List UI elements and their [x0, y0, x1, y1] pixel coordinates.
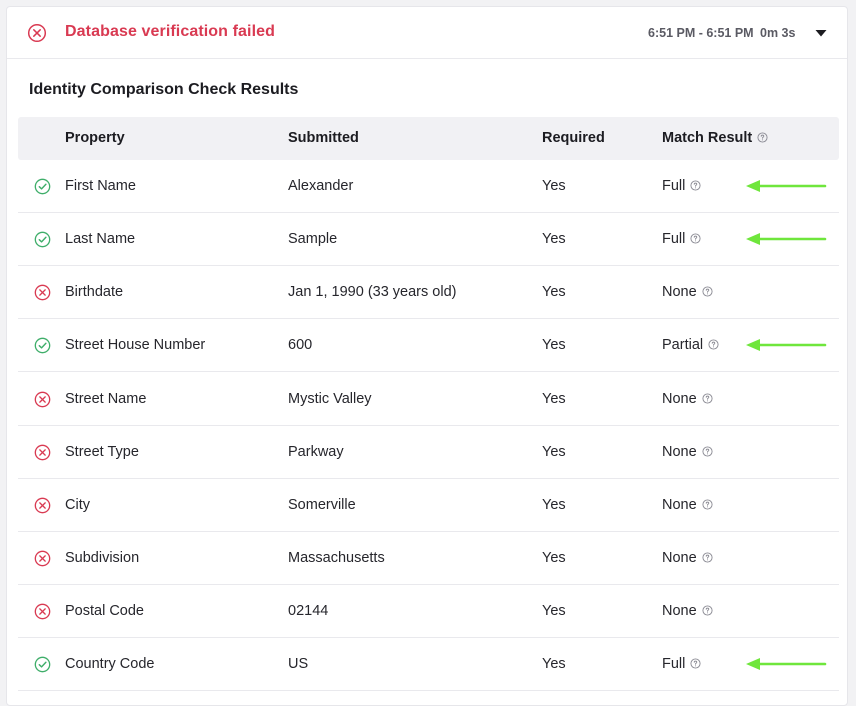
help-icon[interactable] [702, 605, 713, 616]
required-cell: Yes [542, 656, 566, 672]
required-cell: Yes [542, 497, 566, 513]
check-circle-icon [34, 231, 51, 248]
annotation-arrow-icon [745, 232, 827, 246]
duration: 0m 3s [760, 26, 796, 40]
check-circle-icon [34, 178, 51, 195]
column-header-submitted: Submitted [288, 130, 359, 146]
match-result-cell [662, 391, 713, 407]
match-result-value: None [662, 444, 697, 460]
property-cell: Subdivision [65, 550, 140, 566]
help-icon[interactable] [708, 339, 719, 350]
help-icon[interactable] [690, 180, 701, 191]
submitted-cell: Sample [288, 231, 338, 247]
match-result-value: None [662, 550, 697, 566]
time-range: 6:51 PM - 6:51 PM [648, 26, 754, 40]
table-row [18, 373, 839, 426]
submitted-cell: 02144 [288, 603, 329, 619]
check-circle-icon [34, 337, 51, 354]
match-result-value: Full [662, 656, 686, 672]
x-circle-icon [34, 603, 51, 620]
submitted-cell: Jan 1, 1990 (33 years old) [288, 284, 457, 300]
annotation-arrow-icon [745, 338, 827, 352]
match-result-cell [662, 497, 713, 513]
column-header-match-result-label: Match Result [662, 130, 753, 146]
help-icon[interactable] [702, 552, 713, 563]
required-cell: Yes [542, 231, 566, 247]
match-result-cell [662, 284, 713, 300]
submitted-cell: Alexander [288, 178, 354, 194]
help-icon[interactable] [702, 446, 713, 457]
column-header-property: Property [65, 130, 125, 146]
x-circle-icon [34, 444, 51, 461]
property-cell: Birthdate [65, 284, 124, 300]
help-icon[interactable] [702, 286, 713, 297]
caret-down-icon[interactable] [813, 27, 829, 39]
property-cell: Postal Code [65, 603, 144, 619]
x-circle-icon [34, 497, 51, 514]
property-cell: Street House Number [65, 337, 206, 353]
help-icon[interactable] [690, 233, 701, 244]
verification-status-title: Database verification failed [65, 23, 275, 40]
property-cell: Street Name [65, 391, 147, 407]
property-cell: Street Type [65, 444, 139, 460]
match-result-cell [662, 337, 719, 353]
x-circle-icon [34, 284, 51, 301]
match-result-value: None [662, 284, 697, 300]
match-result-value: None [662, 497, 697, 513]
x-circle-icon [34, 550, 51, 567]
x-circle-icon [34, 391, 51, 408]
table-row [18, 160, 839, 213]
help-icon[interactable] [702, 499, 713, 510]
help-icon[interactable] [690, 658, 701, 669]
annotation-arrow-icon [745, 179, 827, 193]
check-circle-icon [34, 656, 51, 673]
help-icon[interactable] [702, 393, 713, 404]
table-row [18, 266, 839, 319]
required-cell: Yes [542, 444, 566, 460]
required-cell: Yes [542, 550, 566, 566]
required-cell: Yes [542, 178, 566, 194]
table-row [18, 213, 839, 266]
match-result-cell [662, 178, 701, 194]
table-row [18, 532, 839, 585]
table-row [18, 638, 839, 691]
match-result-value: Partial [662, 337, 704, 353]
column-header-required: Required [542, 130, 605, 146]
submitted-cell: Mystic Valley [288, 391, 372, 407]
table-row [18, 426, 839, 479]
submitted-cell: 600 [288, 337, 313, 353]
match-result-cell [662, 550, 713, 566]
match-result-value: Full [662, 178, 686, 194]
submitted-cell: Parkway [288, 444, 344, 460]
match-result-cell [662, 231, 701, 247]
match-result-value: Full [662, 231, 686, 247]
required-cell: Yes [542, 603, 566, 619]
required-cell: Yes [542, 391, 566, 407]
property-cell: City [65, 497, 90, 513]
match-result-cell [662, 656, 701, 672]
table-row [18, 319, 839, 372]
x-circle-icon [27, 23, 47, 43]
property-cell: First Name [65, 178, 136, 194]
required-cell: Yes [542, 337, 566, 353]
property-cell: Country Code [65, 656, 155, 672]
section-title: Identity Comparison Check Results [29, 81, 299, 98]
match-result-cell [662, 603, 713, 619]
column-header-match-result [662, 130, 768, 146]
table-row [18, 585, 839, 638]
match-result-value: None [662, 603, 697, 619]
verification-header[interactable] [7, 7, 848, 59]
table-header [18, 117, 839, 160]
submitted-cell: Somerville [288, 497, 356, 513]
help-icon[interactable] [757, 132, 768, 143]
submitted-cell: Massachusetts [288, 550, 385, 566]
match-result-cell [662, 444, 713, 460]
annotation-arrow-icon [745, 657, 827, 671]
match-result-value: None [662, 391, 697, 407]
property-cell: Last Name [65, 231, 136, 247]
submitted-cell: US [288, 656, 309, 672]
required-cell: Yes [542, 284, 566, 300]
table-row [18, 479, 839, 532]
verification-card [6, 6, 848, 706]
